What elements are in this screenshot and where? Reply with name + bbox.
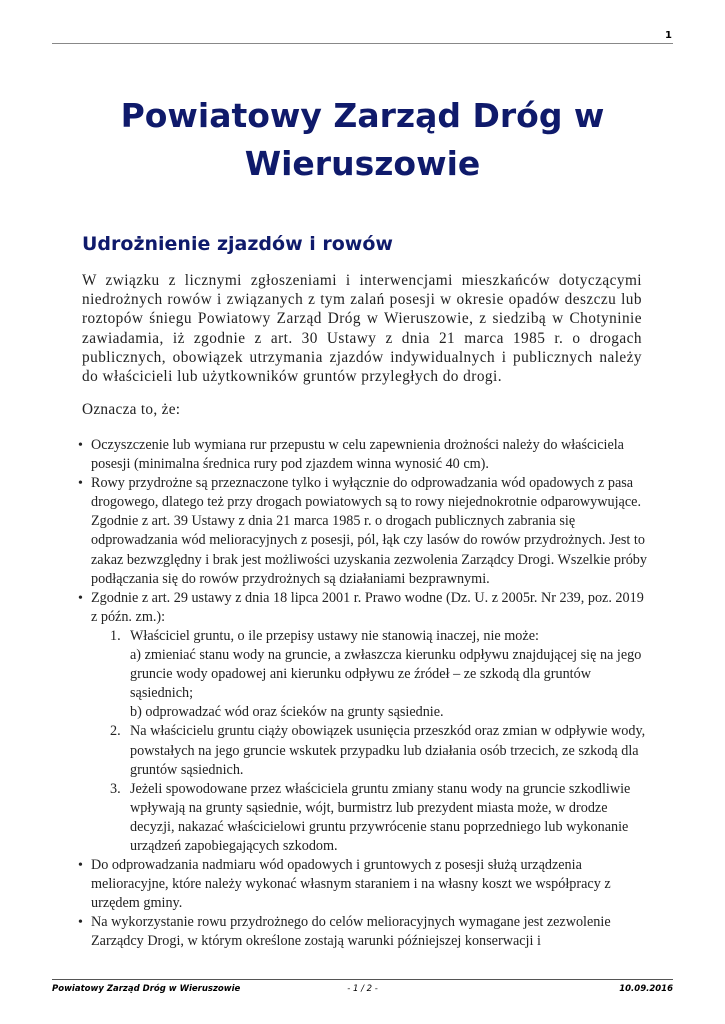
numbered-item (110, 780, 648, 856)
item-number: 2. (110, 723, 121, 740)
page-footer (52, 984, 673, 998)
sub-item: a) zmieniać stanu wody na gruncie, a zwłaszcza kierunku odpływu znajdującej się na jego gruncie wody opadowej ani kierunku odpływu ze źródeł – ze szkodą dla gruntów sąsiednich; (130, 647, 642, 702)
footer-divider (52, 979, 673, 980)
numbered-item (110, 722, 648, 779)
page-title: Powiatowy Zarząd Dróg w Wieruszowie (120, 96, 605, 183)
header-divider (52, 43, 673, 44)
intro-paragraph: W związku z licznymi zgłoszeniami i interwencjami mieszkańców dotyczącymi niedrożnych rowów i związanych z tym zalań posesji w okresie opadów deszczu lub roztopów śniegu Powiatowy Zarząd Dróg w Wieruszowie, z siedzibą w Chotyninie zawiadamia, iż zgodnie z art. 30 Ustawy z dnia 21 marca 1985 r. o drogach publicznych, obowiązek utrzymania zjazdów indywidualnych i publicznych należy do właścicieli lub użytkowników gruntów przyległych do drogi. (82, 272, 642, 386)
numbered-item-text: Na właścicielu gruntu ciąży obowiązek usunięcia przeszkód oraz zmian w odpływie wody, powstałych na jego gruncie wskutek przypadku lub działania osób trzecich, ze szkodą dla gruntów sąsiednich. (130, 723, 646, 778)
list-item: • Do odprowadzania nadmiaru wód opadowych i gruntowych z posesji służą urządzenia melioracyjne, które należy wykonać własnym staraniem i na własny koszt we współpracy z urzędem gminy. (78, 856, 648, 913)
lead-text: Oznacza to, że: (82, 401, 181, 418)
footer-site-name: Powiatowy Zarząd Dróg w Wieruszowie (52, 984, 241, 994)
page-number: 1 (665, 30, 672, 41)
list-item-text: Zgodnie z art. 29 ustawy z dnia 18 lipca 2001 r. Prawo wodne (Dz. U. z 2005r. Nr 239, poz. 2019 z późn. zm.): (91, 589, 644, 625)
footer-page-count: - 1 / 2 - (347, 984, 378, 994)
footer-date: 10.09.2016 (619, 984, 673, 994)
list-item: • Rowy przydrożne są przeznaczone tylko i wyłącznie do odprowadzania wód opadowych z pasa drogowego, dlatego też przy drogach powiatowych są to rowy niejednokrotnie odparowywujące. Zgodnie z art. 39 Ustawy z dnia 21 marca 1985 r. o drogach publicznych zabrania się odprowadzania wód melioracyjnych z posesji, pól, łąk czy lasów do rowów przydrożnych. Jest to zakaz bezwzględny i brak jest możliwości uzyskania zezwolenia Zarządcy Drogi. Wszelkie próby podłączania się do rowów przydrożnych są działaniami bezprawnymi. (78, 474, 648, 589)
item-number: 3. (110, 780, 121, 797)
list-item: • Oczyszczenie lub wymiana rur przepustu w celu zapewnienia drożności należy do właściciela posesji (minimalna średnica rury pod zjazdem winna wynosić 40 cm). (78, 436, 648, 474)
bullet-list (78, 436, 648, 952)
section-heading: Udrożnienie zjazdów i rowów (82, 233, 393, 255)
numbered-item (110, 627, 648, 722)
numbered-item-text: Właściciel gruntu, o ile przepisy ustawy nie stanowią inaczej, nie może: (130, 627, 539, 644)
list-item: • Na wykorzystanie rowu przydrożnego do celów melioracyjnych wymagane jest zezwolenie Zarządcy Drogi, w którym określone zostają warunki późniejszej konserwacji i (78, 913, 648, 951)
sub-item: b) odprowadzać wód oraz ścieków na grunty sąsiednie. (130, 704, 444, 721)
item-number: 1. (110, 627, 121, 644)
list-item (78, 589, 648, 856)
numbered-item-text: Jeżeli spowodowane przez właściciela gruntu zmiany stanu wody na gruncie szkodliwie wpływają na grunty sąsiednie, wójt, burmistrz lub prezydent miasta może, w drodze decyzji, nakazać właścicielowi gruntu przywrócenie stanu poprzedniego lub wykonanie urządzeń zapobiegających szkodom. (130, 780, 631, 854)
numbered-list (91, 627, 648, 856)
